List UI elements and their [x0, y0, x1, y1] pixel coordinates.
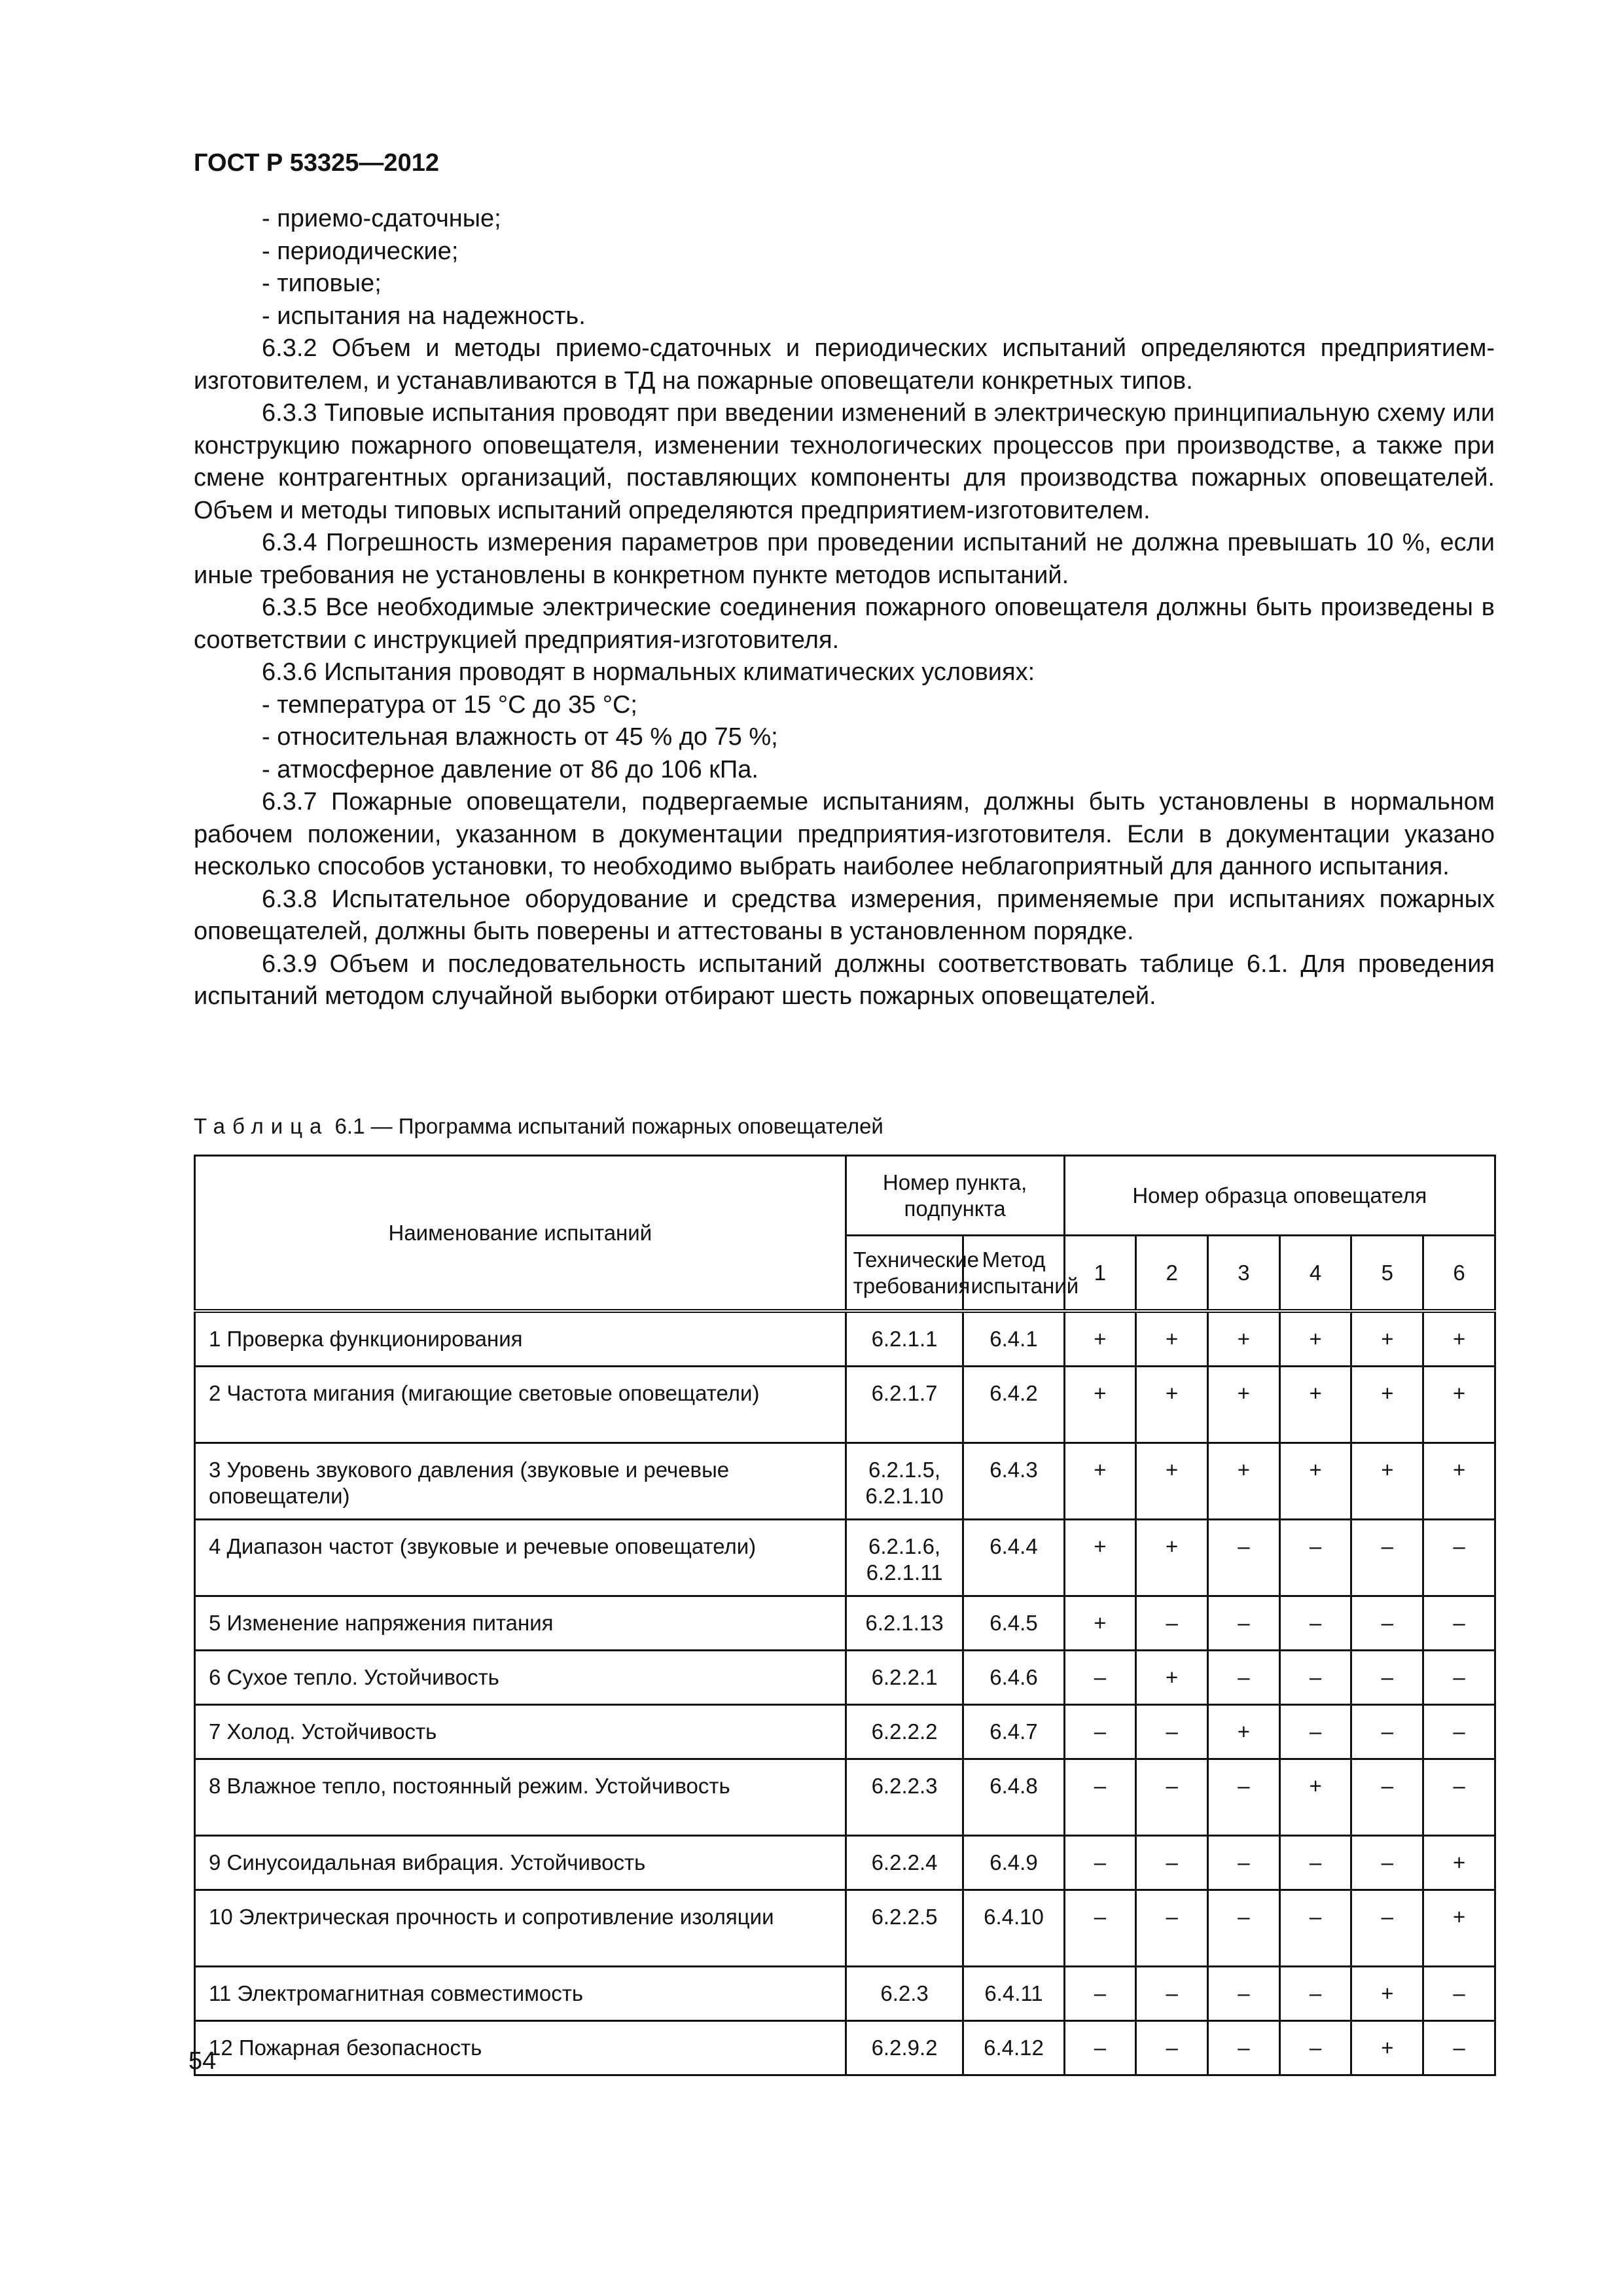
sample-mark-cell: –: [1351, 1705, 1423, 1759]
table-row: [195, 1520, 1495, 1596]
sample-mark-cell: +: [1279, 1759, 1351, 1836]
sample-mark-cell: +: [1064, 1520, 1136, 1596]
list-item: - типовые;: [262, 270, 382, 297]
paragraph: 6.3.9 Объем и последовательность испытаний должны соответствовать таблице 6.1. Для проведения испытаний методом случайной выборки отбирают шесть пожарных оповещателей.: [194, 950, 1495, 1010]
test-method-cell: 6.4.9: [963, 1836, 1064, 1890]
paragraph: 6.3.5 Все необходимые электрические соединения пожарного оповещателя должны быть произведены в соответствии с инструкцией предприятия-изготовителя.: [194, 594, 1495, 654]
sample-mark-cell: +: [1136, 1443, 1208, 1520]
list-item: - приемо-сдаточные;: [262, 205, 501, 232]
test-name-cell: 8 Влажное тепло, постоянный режим. Устойчивость: [195, 1759, 846, 1836]
sample-mark-cell: +: [1351, 1311, 1423, 1367]
sample-mark-cell: +: [1423, 1890, 1495, 1967]
paragraph: 6.3.3 Типовые испытания проводят при введении изменений в электрическую принципиальную схему или конструкцию пожарного оповещателя, изменении технологических процессов при производстве, а также при смене контрагентных организаций, поставляющих компоненты для производства пожарных оповещателей. Объем и методы типовых испытаний определяются предприятием-изготовителем.: [194, 399, 1495, 524]
test-method-cell: 6.4.8: [963, 1759, 1064, 1836]
table-row: [195, 1967, 1495, 2021]
table-row: [195, 1443, 1495, 1520]
sample-mark-cell: –: [1064, 1705, 1136, 1759]
sample-mark-cell: –: [1208, 2021, 1280, 2075]
test-program-table: [194, 1155, 1496, 2076]
sample-mark-cell: –: [1351, 1520, 1423, 1596]
header-sample-5: 5: [1351, 1236, 1423, 1312]
sample-mark-cell: +: [1351, 1967, 1423, 2021]
page-number: 54: [188, 2047, 217, 2075]
sample-mark-cell: +: [1136, 1520, 1208, 1596]
tech-req-cell: 6.2.1.7: [846, 1367, 963, 1443]
sample-mark-cell: –: [1279, 2021, 1351, 2075]
table-row: [195, 1311, 1495, 1367]
body-text: [194, 203, 1495, 1013]
test-name-cell: 4 Диапазон частот (звуковые и речевые оповещатели): [195, 1520, 846, 1596]
paragraph: 6.3.4 Погрешность измерения параметров при проведении испытаний не должна превышать 10 %, если иные требования не установлены в конкретном пункте методов испытаний.: [194, 529, 1495, 589]
test-method-cell: 6.4.2: [963, 1367, 1064, 1443]
tech-req-cell: 6.2.2.3: [846, 1759, 963, 1836]
table-caption-text: 6.1 — Программа испытаний пожарных оповещателей: [329, 1114, 883, 1138]
test-name-cell: 1 Проверка функционирования: [195, 1311, 846, 1367]
tech-req-cell: 6.2.2.5: [846, 1890, 963, 1967]
table-row: [195, 1705, 1495, 1759]
table-row: [195, 2021, 1495, 2075]
paragraph: 6.3.8 Испытательное оборудование и средства измерения, применяемые при испытаниях пожарных оповещателей, должны быть поверены и аттестованы в установленном порядке.: [194, 885, 1495, 945]
header-sample-1: 1: [1064, 1236, 1136, 1312]
sample-mark-cell: –: [1208, 1890, 1280, 1967]
test-name-cell: 9 Синусоидальная вибрация. Устойчивость: [195, 1836, 846, 1890]
sample-mark-cell: +: [1064, 1367, 1136, 1443]
sample-mark-cell: –: [1136, 2021, 1208, 2075]
sample-mark-cell: +: [1351, 1367, 1423, 1443]
sample-mark-cell: –: [1064, 1890, 1136, 1967]
sample-mark-cell: –: [1064, 1759, 1136, 1836]
sample-mark-cell: –: [1423, 1596, 1495, 1651]
sample-mark-cell: –: [1208, 1759, 1280, 1836]
tech-req-cell: 6.2.1.6, 6.2.1.11: [846, 1520, 963, 1596]
sample-mark-cell: –: [1136, 1836, 1208, 1890]
sample-mark-cell: –: [1351, 1836, 1423, 1890]
list-item: - относительная влажность от 45 % до 75 %;: [262, 723, 778, 751]
sample-mark-cell: +: [1351, 2021, 1423, 2075]
sample-mark-cell: –: [1064, 1967, 1136, 2021]
sample-mark-cell: +: [1423, 1836, 1495, 1890]
sample-mark-cell: –: [1064, 1651, 1136, 1705]
sample-mark-cell: –: [1351, 1759, 1423, 1836]
sample-mark-cell: +: [1208, 1443, 1280, 1520]
tech-req-cell: 6.2.2.2: [846, 1705, 963, 1759]
test-method-cell: 6.4.12: [963, 2021, 1064, 2075]
sample-mark-cell: +: [1208, 1311, 1280, 1367]
sample-mark-cell: –: [1136, 1967, 1208, 2021]
paragraph: 6.3.2 Объем и методы приемо-сдаточных и периодических испытаний определяются предприятием-изготовителем, и устанавливаются в ТД на пожарные оповещатели конкретных типов.: [194, 334, 1495, 395]
table-caption-label: Таблица: [194, 1114, 329, 1138]
sample-mark-cell: –: [1136, 1759, 1208, 1836]
sample-mark-cell: +: [1423, 1443, 1495, 1520]
sample-mark-cell: –: [1279, 1967, 1351, 2021]
tech-req-cell: 6.2.2.4: [846, 1836, 963, 1890]
sample-mark-cell: –: [1136, 1705, 1208, 1759]
table-row: [195, 1890, 1495, 1967]
table-caption: [194, 1114, 883, 1139]
list-item: - атмосферное давление от 86 до 106 кПа.: [262, 755, 758, 783]
sample-mark-cell: +: [1279, 1367, 1351, 1443]
sample-mark-cell: +: [1423, 1367, 1495, 1443]
table-row: [195, 1596, 1495, 1651]
test-name-cell: 6 Сухое тепло. Устойчивость: [195, 1651, 846, 1705]
sample-mark-cell: –: [1351, 1890, 1423, 1967]
header-clause-group: Номер пункта, подпункта: [846, 1156, 1064, 1236]
header-test-method: Метод испытаний: [963, 1236, 1064, 1312]
test-name-cell: 5 Изменение напряжения питания: [195, 1596, 846, 1651]
sample-mark-cell: +: [1279, 1311, 1351, 1367]
test-name-cell: 2 Частота мигания (мигающие световые оповещатели): [195, 1367, 846, 1443]
header-sample-4: 4: [1279, 1236, 1351, 1312]
header-sample-group: Номер образца оповещателя: [1064, 1156, 1495, 1236]
sample-mark-cell: –: [1279, 1705, 1351, 1759]
sample-mark-cell: +: [1064, 1596, 1136, 1651]
sample-mark-cell: –: [1136, 1890, 1208, 1967]
test-method-cell: 6.4.3: [963, 1443, 1064, 1520]
test-method-cell: 6.4.5: [963, 1596, 1064, 1651]
sample-mark-cell: –: [1423, 2021, 1495, 2075]
test-method-cell: 6.4.1: [963, 1311, 1064, 1367]
sample-mark-cell: +: [1423, 1311, 1495, 1367]
tech-req-cell: 6.2.1.13: [846, 1596, 963, 1651]
sample-mark-cell: +: [1351, 1443, 1423, 1520]
sample-mark-cell: –: [1423, 1759, 1495, 1836]
sample-mark-cell: –: [1279, 1520, 1351, 1596]
test-method-cell: 6.4.10: [963, 1890, 1064, 1967]
document-header: ГОСТ Р 53325—2012: [194, 149, 439, 177]
sample-mark-cell: –: [1423, 1967, 1495, 2021]
test-method-cell: 6.4.7: [963, 1705, 1064, 1759]
sample-mark-cell: +: [1208, 1367, 1280, 1443]
sample-mark-cell: –: [1208, 1596, 1280, 1651]
header-sample-6: 6: [1423, 1236, 1495, 1312]
header-test-name: Наименование испытаний: [195, 1156, 846, 1312]
header-sample-3: 3: [1208, 1236, 1280, 1312]
table-row: [195, 1759, 1495, 1836]
sample-mark-cell: +: [1064, 1443, 1136, 1520]
test-name-cell: 3 Уровень звукового давления (звуковые и речевые оповещатели): [195, 1443, 846, 1520]
table-row: [195, 1367, 1495, 1443]
header-sample-2: 2: [1136, 1236, 1208, 1312]
sample-mark-cell: +: [1064, 1311, 1136, 1367]
sample-mark-cell: +: [1136, 1311, 1208, 1367]
test-method-cell: 6.4.6: [963, 1651, 1064, 1705]
tech-req-cell: 6.2.1.1: [846, 1311, 963, 1367]
sample-mark-cell: –: [1208, 1836, 1280, 1890]
sample-mark-cell: +: [1279, 1443, 1351, 1520]
sample-mark-cell: –: [1064, 1836, 1136, 1890]
tech-req-cell: 6.2.9.2: [846, 2021, 963, 2075]
list-item: - испытания на надежность.: [262, 302, 586, 330]
sample-mark-cell: +: [1136, 1651, 1208, 1705]
sample-mark-cell: –: [1208, 1520, 1280, 1596]
tech-req-cell: 6.2.1.5, 6.2.1.10: [846, 1443, 963, 1520]
sample-mark-cell: –: [1279, 1596, 1351, 1651]
sample-mark-cell: –: [1136, 1596, 1208, 1651]
test-name-cell: 7 Холод. Устойчивость: [195, 1705, 846, 1759]
test-name-cell: 12 Пожарная безопасность: [195, 2021, 846, 2075]
table-row: [195, 1836, 1495, 1890]
sample-mark-cell: –: [1351, 1651, 1423, 1705]
test-name-cell: 10 Электрическая прочность и сопротивление изоляции: [195, 1890, 846, 1967]
sample-mark-cell: –: [1423, 1651, 1495, 1705]
table-row: [195, 1651, 1495, 1705]
paragraph: 6.3.6 Испытания проводят в нормальных климатических условиях:: [262, 658, 1035, 686]
sample-mark-cell: –: [1208, 1967, 1280, 2021]
sample-mark-cell: –: [1423, 1705, 1495, 1759]
sample-mark-cell: +: [1208, 1705, 1280, 1759]
sample-mark-cell: –: [1064, 2021, 1136, 2075]
test-method-cell: 6.4.11: [963, 1967, 1064, 2021]
sample-mark-cell: –: [1351, 1596, 1423, 1651]
list-item: - периодические;: [262, 237, 459, 265]
header-tech-requirements: Технические требования: [846, 1236, 963, 1312]
sample-mark-cell: –: [1279, 1836, 1351, 1890]
sample-mark-cell: –: [1423, 1520, 1495, 1596]
paragraph: 6.3.7 Пожарные оповещатели, подвергаемые испытаниям, должны быть установлены в нормальном рабочем положении, указанном в документации предприятия-изготовителя. Если в документации указано несколько способов установки, то необходимо выбрать наиболее неблагоприятный для данного испытания.: [194, 788, 1495, 880]
list-item: - температура от 15 °С до 35 °С;: [262, 691, 637, 719]
tech-req-cell: 6.2.2.1: [846, 1651, 963, 1705]
sample-mark-cell: –: [1279, 1890, 1351, 1967]
sample-mark-cell: +: [1136, 1367, 1208, 1443]
sample-mark-cell: –: [1208, 1651, 1280, 1705]
tech-req-cell: 6.2.3: [846, 1967, 963, 2021]
test-name-cell: 11 Электромагнитная совместимость: [195, 1967, 846, 2021]
test-method-cell: 6.4.4: [963, 1520, 1064, 1596]
sample-mark-cell: –: [1279, 1651, 1351, 1705]
